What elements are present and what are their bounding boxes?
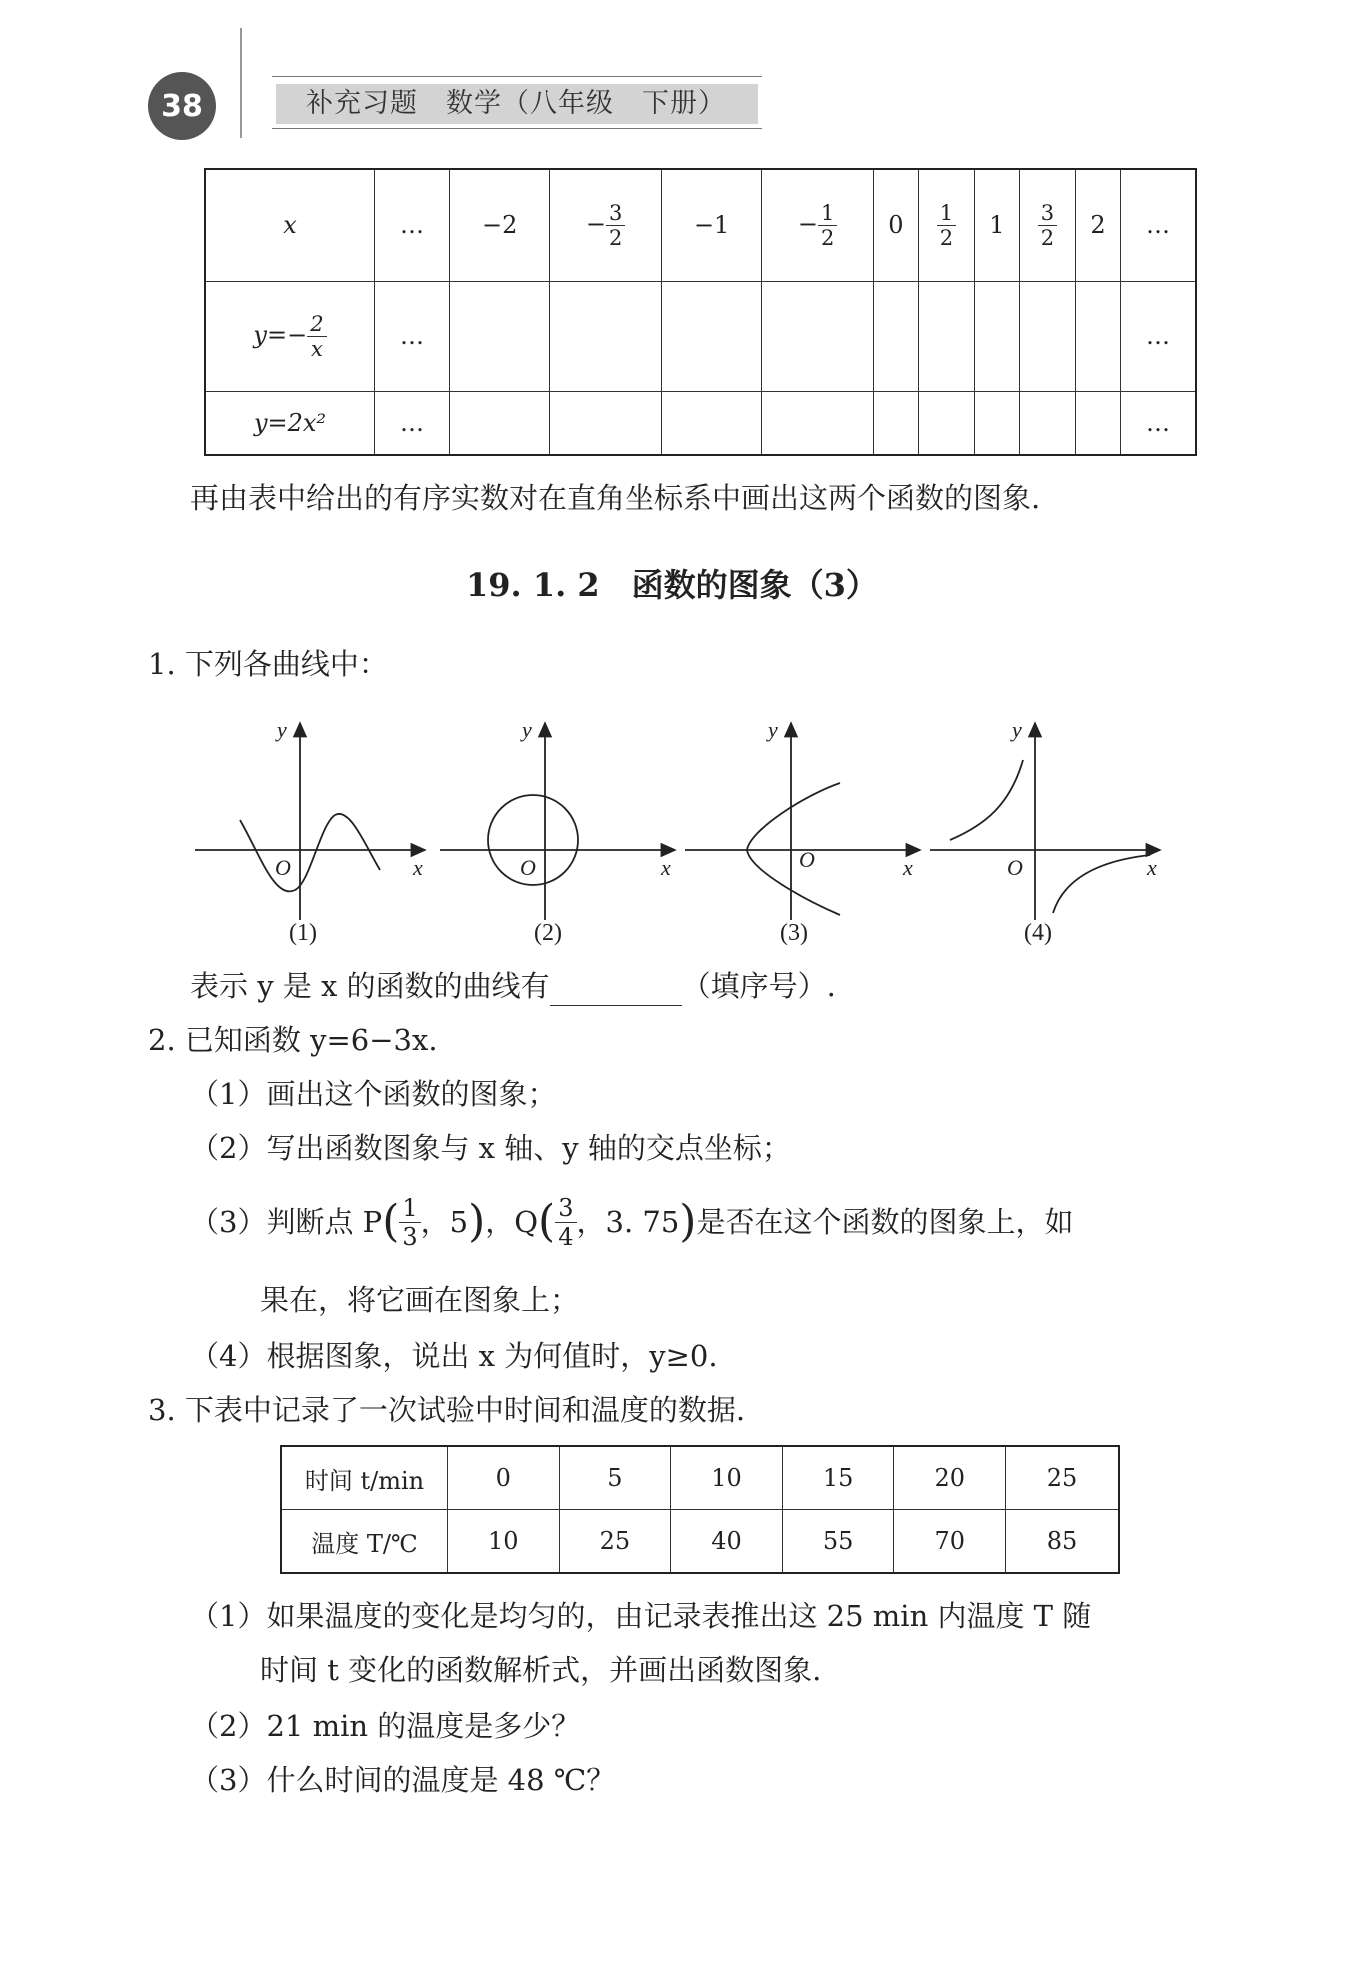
q3-part-1-cont: 时间 t 变化的函数解析式，并画出函数图象. [260,1653,822,1687]
origin-label: O [520,855,536,880]
table-cell: … [1121,281,1197,391]
frac-den: 2 [820,225,835,250]
table-cell: … [1121,169,1197,281]
frac-num: 1 [399,1194,420,1223]
table-cell [762,169,874,281]
table-cell: −1 [661,169,761,281]
paren-close: ) [468,1196,486,1247]
frac-num: 3 [606,201,625,226]
frac-den: x [310,336,323,361]
table-cell: 0 [873,169,918,281]
frac-den: 2 [609,225,623,250]
table-cell: … [1121,391,1197,455]
intro-text: 再由表中给出的有序实数对在直角坐标系中画出这两个函数的图象. [190,481,1041,515]
q3-part-3: （3）什么时间的温度是 48 ℃？ [190,1763,616,1797]
table-cell: 85 [1006,1510,1119,1574]
table-cell [873,391,918,455]
fraction [606,201,625,250]
function-value-table [204,168,1197,456]
q2-p3-q-rest: ，3. 75 [576,1205,680,1239]
table-cell: 5 [559,1446,671,1510]
answer-blank[interactable] [550,975,682,1006]
table-row [281,1510,1119,1574]
y-axis-label: y [522,717,532,742]
fraction [937,201,956,250]
q2-stem: 2. 已知函数 y=6−3x. [148,1023,438,1057]
x-label-cell: x [205,169,375,281]
y-axis-label: y [277,717,287,742]
fraction [399,1194,420,1251]
q1-answer-suffix: （填序号）. [681,969,836,1003]
time-temperature-table [280,1445,1120,1574]
frac-num: 1 [937,201,956,226]
table-cell: −2 [450,169,550,281]
header-rule-bottom [272,128,762,129]
table-cell [918,169,974,281]
fraction [307,312,326,361]
frac-num: 1 [818,201,837,226]
table-cell: 25 [1006,1446,1119,1510]
q2-part-4: （4）根据图象，说出 x 为何值时，y≥0. [190,1339,718,1373]
frac-num: 2 [307,312,326,337]
x-axis-label: x [1147,855,1157,880]
minus-sign: − [585,209,607,238]
q1-answer-prefix: 表示 y 是 x 的函数的曲线有 [190,969,550,1003]
y-axis-label: y [768,717,778,742]
graph-label-2: (2) [534,920,562,946]
table-cell [550,281,662,391]
graph-label-1: (1) [289,920,317,946]
table-cell [550,391,662,455]
table-cell [1019,391,1075,455]
fraction [555,1194,576,1251]
table-cell [762,281,874,391]
q2-p3-text-a: （3）判断点 P [190,1205,383,1239]
q3-stem: 3. 下表中记录了一次试验中时间和温度的数据. [148,1393,746,1427]
row-label-temperature: 温度 T/℃ [281,1510,448,1574]
graph-label-3: (3) [780,920,808,946]
q2-p3-p-rest: ，5 [420,1205,469,1239]
label-prefix: y=− [253,320,308,349]
frac-den: 3 [402,1222,418,1251]
q2-part-2: （2）写出函数图象与 x 轴、y 轴的交点坐标； [190,1131,791,1165]
curve-1 [240,814,380,892]
table-cell: 20 [894,1446,1006,1510]
table-cell [550,169,662,281]
table-row [281,1446,1119,1510]
table-cell [1019,281,1075,391]
row-label-y-inverse [205,281,375,391]
table-cell: 55 [782,1510,894,1574]
table-cell [975,281,1020,391]
q2-part-3 [190,1192,1073,1252]
frac-num: 3 [555,1194,576,1223]
table-cell [873,281,918,391]
table-row [205,281,1196,391]
header-divider [240,28,242,138]
table-cell [1019,169,1075,281]
header-rule-top [272,76,762,77]
frac-num: 3 [1038,201,1057,226]
table-cell: … [375,169,450,281]
q3-part-1: （1）如果温度的变化是均匀的，由记录表推出这 25 min 内温度 T 随 [190,1599,1092,1633]
x-axis-label: x [413,855,423,880]
row-label-y-square: y=2x² [205,391,375,455]
page-number-badge: 38 [148,72,216,140]
y-axis-label: y [1012,717,1022,742]
table-cell: … [375,281,450,391]
paren-open: ( [538,1196,556,1247]
table-cell [661,391,761,455]
q2-p3-text-c: 是否在这个函数的图象上，如 [696,1205,1074,1239]
q2-p3-text-b: ，Q [485,1205,539,1239]
graph-label-4: (4) [1024,920,1052,946]
table-cell: 1 [975,169,1020,281]
table-cell [918,391,974,455]
origin-label: O [799,847,815,872]
table-cell: 70 [894,1510,1006,1574]
q2-part-3-cont: 果在，将它画在图象上； [260,1283,580,1317]
minus-sign: − [797,209,818,238]
x-axis-label: x [903,855,913,880]
table-cell [1076,391,1121,455]
table-row [205,169,1196,281]
table-cell [762,391,874,455]
section-title: 19. 1. 2 函数的图象（3） [466,566,878,604]
q1-graphs [185,715,1185,955]
q1-stem: 1. 下列各曲线中： [148,647,388,681]
table-cell: 2 [1076,169,1121,281]
table-cell [450,281,550,391]
q2-part-1: （1）画出这个函数的图象； [190,1077,557,1111]
fraction [1038,201,1057,250]
table-row [205,391,1196,455]
table-cell [1076,281,1121,391]
fraction [818,201,837,250]
table-cell: 25 [559,1510,671,1574]
row-label-time: 时间 t/min [281,1446,448,1510]
table-cell: 10 [448,1510,560,1574]
table-cell [661,281,761,391]
book-title: 补充习题 数学（八年级 下册） [276,84,758,124]
paren-open: ( [382,1196,400,1247]
table-cell: 10 [671,1446,783,1510]
table-cell: 15 [782,1446,894,1510]
origin-label: O [1007,855,1023,880]
table-cell: 40 [671,1510,783,1574]
table-cell [975,391,1020,455]
curve-3-parabola [747,783,840,915]
origin-label: O [275,855,291,880]
frac-den: 2 [939,225,954,250]
table-cell [450,391,550,455]
curve-4-branch-left [950,760,1023,840]
q1-answer-line [190,966,836,1006]
frac-den: 2 [1040,225,1055,250]
table-cell [918,281,974,391]
x-axis-label: x [661,855,671,880]
curve-4-branch-right [1053,855,1150,913]
paren-close: ) [679,1196,697,1247]
frac-den: 4 [558,1222,574,1251]
table-cell: 0 [448,1446,560,1510]
q3-part-2: （2）21 min 的温度是多少？ [190,1709,581,1743]
table-cell: … [375,391,450,455]
